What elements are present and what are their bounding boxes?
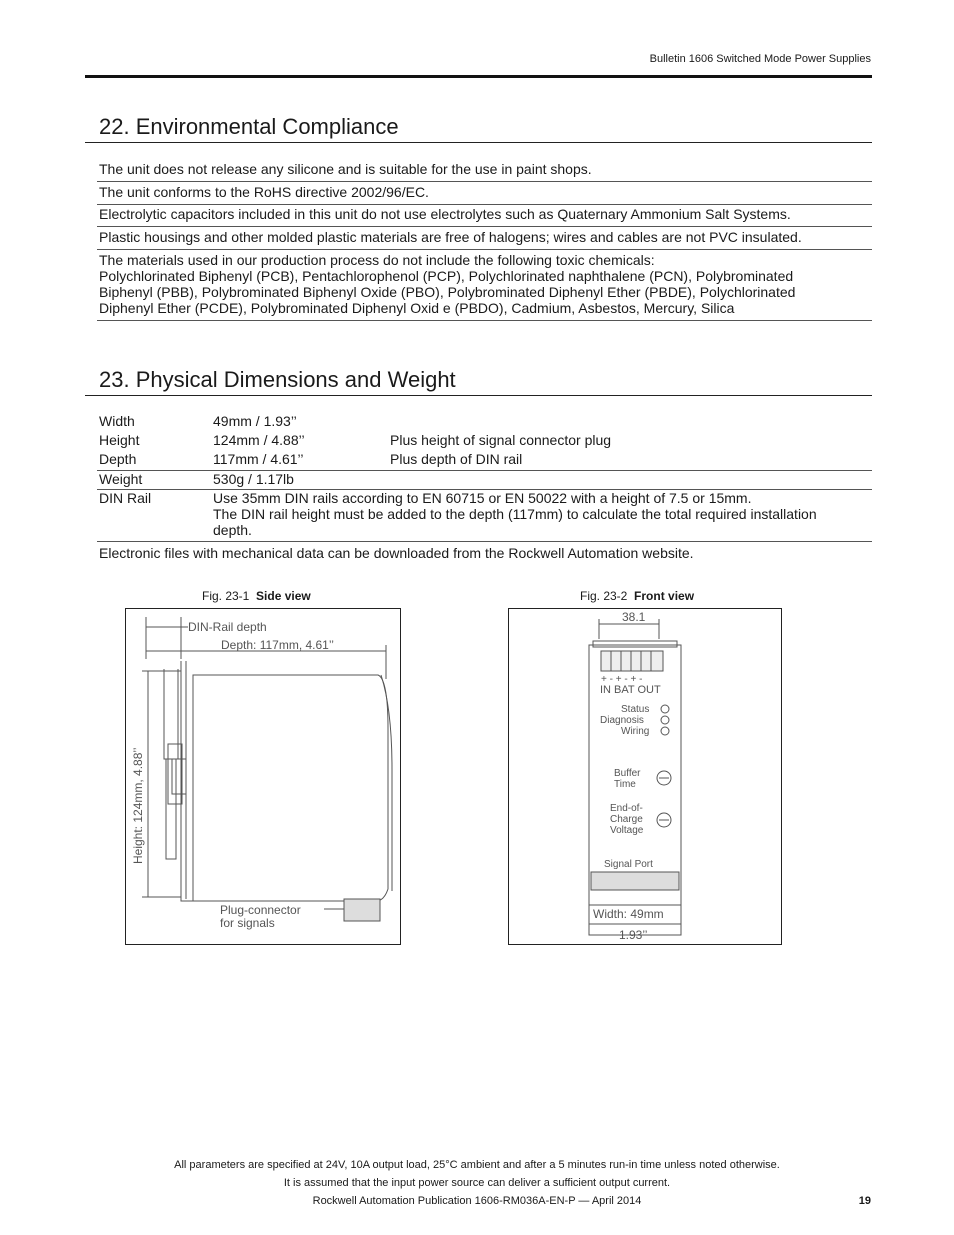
row-divider <box>97 181 872 182</box>
toxic-line: Biphenyl (PBB), Polybrominated Biphenyl Oxide (PBO), Polybrominated Diphenyl Ether (PBDE), Polychlorinated <box>99 284 796 300</box>
signal-port-label: Signal Port <box>604 859 653 870</box>
fig-caption-title: Side view <box>256 589 311 603</box>
running-header: Bulletin 1606 Switched Mode Power Supplies <box>649 53 871 65</box>
toxic-line: Diphenyl Ether (PCDE), Polybrominated Diphenyl Oxid e (PBDO), Cadmium, Asbestos, Mercury, Silica <box>99 300 735 316</box>
fig-caption-prefix: Fig. 23-2 <box>580 589 628 603</box>
toxic-line: Polychlorinated Biphenyl (PCB), Pentachlorophenol (PCP), Polychlorinated naphthalene (PCN), Polybrominated <box>99 268 794 284</box>
compliance-row-electrolytes: Electrolytic capacitors included in this unit do not use electrolytes such as Quaternary Ammonium Salt Systems. <box>99 206 791 222</box>
footer-note: It is assumed that the input power source can deliver a sufficient output current. <box>283 1177 671 1189</box>
fig-caption-title: Front view <box>634 589 695 603</box>
buffer-time-label: Buffer <box>614 768 641 779</box>
compliance-row-toxic <box>99 252 869 316</box>
row-divider <box>97 541 872 542</box>
dinrail-line: The DIN rail height must be added to the depth (117mm) to calculate the total required installation <box>213 506 817 522</box>
row-divider <box>97 249 872 250</box>
height-note: Plus height of signal connector plug <box>390 432 612 448</box>
side-view-figure <box>125 608 401 945</box>
end-of-charge-label: Voltage <box>610 825 644 836</box>
compliance-row-silicone: The unit does not release any silicone and is suitable for the use in paint shops. <box>99 161 592 177</box>
header-rule <box>85 75 872 78</box>
plug-connector-label: for signals <box>220 916 275 930</box>
depth-note: Plus depth of DIN rail <box>390 451 523 467</box>
buffer-time-label: Time <box>614 779 636 790</box>
fig-caption-prefix: Fig. 23-1 <box>202 589 250 603</box>
end-of-charge-label: End-of- <box>610 803 643 814</box>
wiring-led-label: Wiring <box>621 726 650 737</box>
width-dimension-label: Width: 49mm <box>593 907 664 921</box>
row-divider <box>97 204 872 205</box>
end-of-charge-label: Charge <box>610 814 643 825</box>
footer-publication: Rockwell Automation Publication 1606-RM036A-EN-P — April 2014 <box>312 1195 642 1207</box>
front-view-drawing <box>509 609 781 944</box>
fig-23-2-caption <box>580 589 694 603</box>
plug-connector-label: Plug-connector <box>220 903 301 917</box>
section-23-title: 23. Physical Dimensions and Weight <box>99 367 456 392</box>
dinrail-line: depth. <box>213 522 252 538</box>
terminal-polarity-label: + - + - + - <box>601 674 643 685</box>
section-22-rule <box>85 142 872 143</box>
compliance-row-halogens: Plastic housings and other molded plastic materials are free of halogens; wires and cables are not PVC insulated. <box>99 229 802 245</box>
weight-label: Weight <box>99 471 143 487</box>
weight-value: 530g / 1.17lb <box>213 471 294 487</box>
section-23-rule <box>85 395 872 396</box>
depth-label: Depth <box>99 451 137 467</box>
page-number: 19 <box>858 1195 871 1207</box>
depth-dimension-label: Depth: 117mm, 4.61’’ <box>221 638 334 652</box>
diagnosis-led-label: Diagnosis <box>600 715 644 726</box>
din-rail-depth-label: DIN-Rail depth <box>188 620 267 634</box>
dinrail-label: DIN Rail <box>99 490 152 506</box>
height-label: Height <box>99 432 140 448</box>
footer-note: All parameters are specified at 24V, 10A output load, 25°C ambient and after a 5 minutes run-in time unless noted otherwise. <box>174 1159 780 1171</box>
electronic-files-note: Electronic files with mechanical data can be downloaded from the Rockwell Automation website. <box>99 545 694 561</box>
width-label: Width <box>99 413 135 429</box>
row-divider <box>97 320 872 321</box>
front-view-figure <box>508 608 782 945</box>
width-inches-label: 1.93’’ <box>619 928 648 942</box>
section-22-title: 22. Environmental Compliance <box>99 114 399 139</box>
side-view-drawing <box>126 609 400 944</box>
dinrail-line: Use 35mm DIN rails according to EN 60715 or EN 50022 with a height of 7.5 or 15mm. <box>213 490 752 506</box>
terminal-group-label: IN BAT OUT <box>600 684 661 696</box>
dinrail-value <box>213 490 863 538</box>
row-divider <box>97 226 872 227</box>
height-dimension-label: Height: 124mm, 4.88’’ <box>131 747 145 864</box>
fig-23-1-caption <box>202 589 311 603</box>
toxic-intro: The materials used in our production process do not include the following toxic chemicals: <box>99 252 655 268</box>
top-dimension-label: 38.1 <box>622 610 646 624</box>
depth-value: 117mm / 4.61’’ <box>213 451 304 467</box>
width-value: 49mm / 1.93’’ <box>213 413 297 429</box>
height-value: 124mm / 4.88’’ <box>213 432 305 448</box>
compliance-row-rohs: The unit conforms to the RoHS directive 2002/96/EC. <box>99 184 429 200</box>
status-led-label: Status <box>621 704 650 715</box>
